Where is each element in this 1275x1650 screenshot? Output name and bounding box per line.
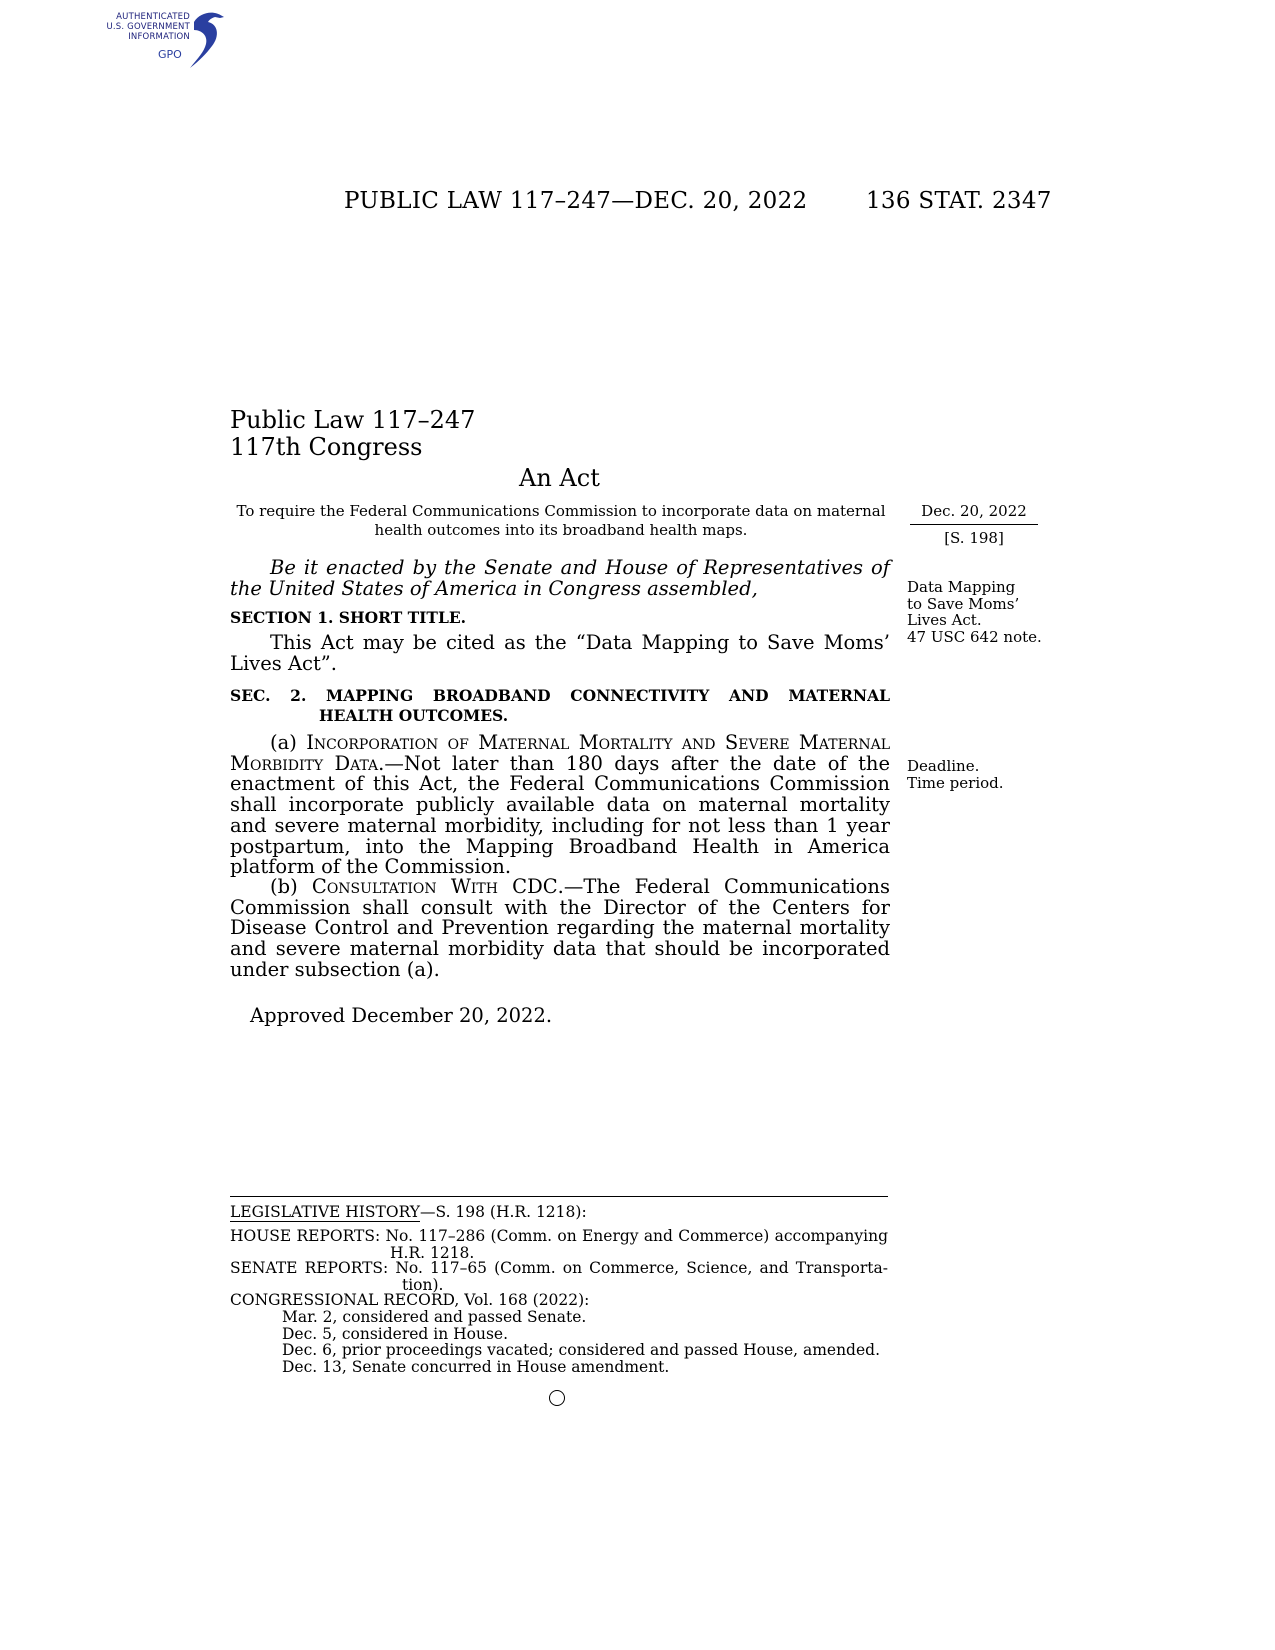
senate-reports [230, 1260, 888, 1293]
section-2-heading-line: SEC. 2. MAPPING BROADBAND CONNECTIVITY AND MATERNAL [230, 686, 890, 705]
margin-note-line: to Save Moms’ [907, 594, 1020, 613]
history-title-rest: —S. 198 (H.R. 1218): [420, 1203, 587, 1221]
act-heading: An Act [519, 464, 600, 492]
margin-note-line: Time period. [907, 773, 1004, 792]
bill-number: [S. 198] [944, 529, 1004, 547]
seal-text-line: AUTHENTICATED [116, 12, 190, 22]
section-1-text: This Act may be cited as the “Data Mapping to Save Moms’ Lives Act”. [230, 631, 890, 675]
seal-text-line: U.S. GOVERNMENT [106, 22, 190, 32]
subsection-b-heading: Consultation With CDC [311, 875, 558, 898]
legislative-history-title [230, 1204, 888, 1221]
record-item: Dec. 6, prior proceedings vacated; considered and passed House, amended. [282, 1341, 881, 1359]
history-title-underlined: LEGISLATIVE HISTORY [230, 1203, 420, 1221]
enactment-date: Dec. 20, 2022 [910, 502, 1038, 525]
seal-text-line: INFORMATION [128, 32, 190, 42]
enacting-clause: Be it enacted by the Senate and House of Representatives of the United States of America in Congress assembled, [230, 556, 890, 600]
history-divider [230, 1196, 888, 1197]
eagle-icon [180, 8, 228, 74]
margin-note-line: Lives Act. [907, 611, 982, 629]
section-2-heading-line: HEALTH OUTCOMES. [319, 706, 509, 725]
purpose-line: To require the Federal Communications Commission to incorporate data on maternal [236, 502, 886, 520]
act-purpose [228, 502, 894, 540]
subsection-b-label: (b) [270, 875, 312, 898]
record-item: Dec. 13, Senate concurred in House amendment. [282, 1357, 670, 1376]
record-item: Mar. 2, considered and passed Senate. [282, 1308, 587, 1326]
congressional-record: CONGRESSIONAL RECORD, Vol. 168 (2022): [230, 1291, 590, 1309]
house-reports [230, 1228, 888, 1261]
end-of-document-circle-icon [549, 1390, 565, 1406]
subsection-a-text: .—Not later than 180 days after the date of the enactment of this Act, the Federal Communications Commission shall incorporate publicly available data on maternal mortality and severe maternal morbidity, including for not less than 1 year postpartum, into the Mapping Broadband Health in America platform of the Commission. [230, 751, 891, 879]
margin-note-short-title [907, 579, 1042, 645]
subsection-b [230, 877, 890, 981]
margin-note-line: Data Mapping [907, 578, 1016, 596]
margin-note-deadline [907, 758, 1004, 791]
purpose-line: health outcomes into its broadband health maps. [374, 521, 748, 539]
record-items [282, 1309, 880, 1375]
house-reports-continuation: H.R. 1218. [390, 1243, 475, 1262]
enactment-date-box [910, 502, 1038, 547]
subsection-a-heading: Incorporation of Maternal Mortality and Severe Maternal Morbidity Data [230, 731, 890, 775]
congress-number: 117th Congress [230, 433, 423, 461]
subsection-a-label: (a) [270, 731, 307, 754]
gpo-authentication-seal [94, 8, 228, 74]
section-2-heading [230, 686, 890, 726]
subsection-a [230, 733, 890, 878]
margin-note-line: 47 USC 642 note. [907, 627, 1042, 646]
section-1-heading: SECTION 1. SHORT TITLE. [230, 608, 467, 627]
gpo-label: GPO [158, 48, 182, 61]
running-header-stat: 136 STAT. 2347 [866, 188, 1052, 214]
law-number: Public Law 117–247 [230, 406, 476, 434]
margin-note-line: Deadline. [907, 757, 980, 775]
senate-reports-line: SENATE REPORTS: No. 117–65 (Comm. on Commerce, Science, and Transporta- [230, 1259, 888, 1277]
record-item: Dec. 5, considered in House. [282, 1324, 509, 1343]
senate-reports-continuation: tion). [402, 1275, 444, 1294]
subsection-b-text: .—The Federal Communications Commission shall consult with the Director of the Centers for Disease Control and Prevention regarding the maternal mortality and severe maternal morbidity data that should be incorporated under subsection (a). [230, 875, 890, 981]
approval-line: Approved December 20, 2022. [250, 1004, 553, 1027]
house-reports-line: HOUSE REPORTS: No. 117–286 (Comm. on Energy and Commerce) accompanying [230, 1227, 888, 1245]
running-header-left: PUBLIC LAW 117–247—DEC. 20, 2022 [344, 188, 808, 214]
